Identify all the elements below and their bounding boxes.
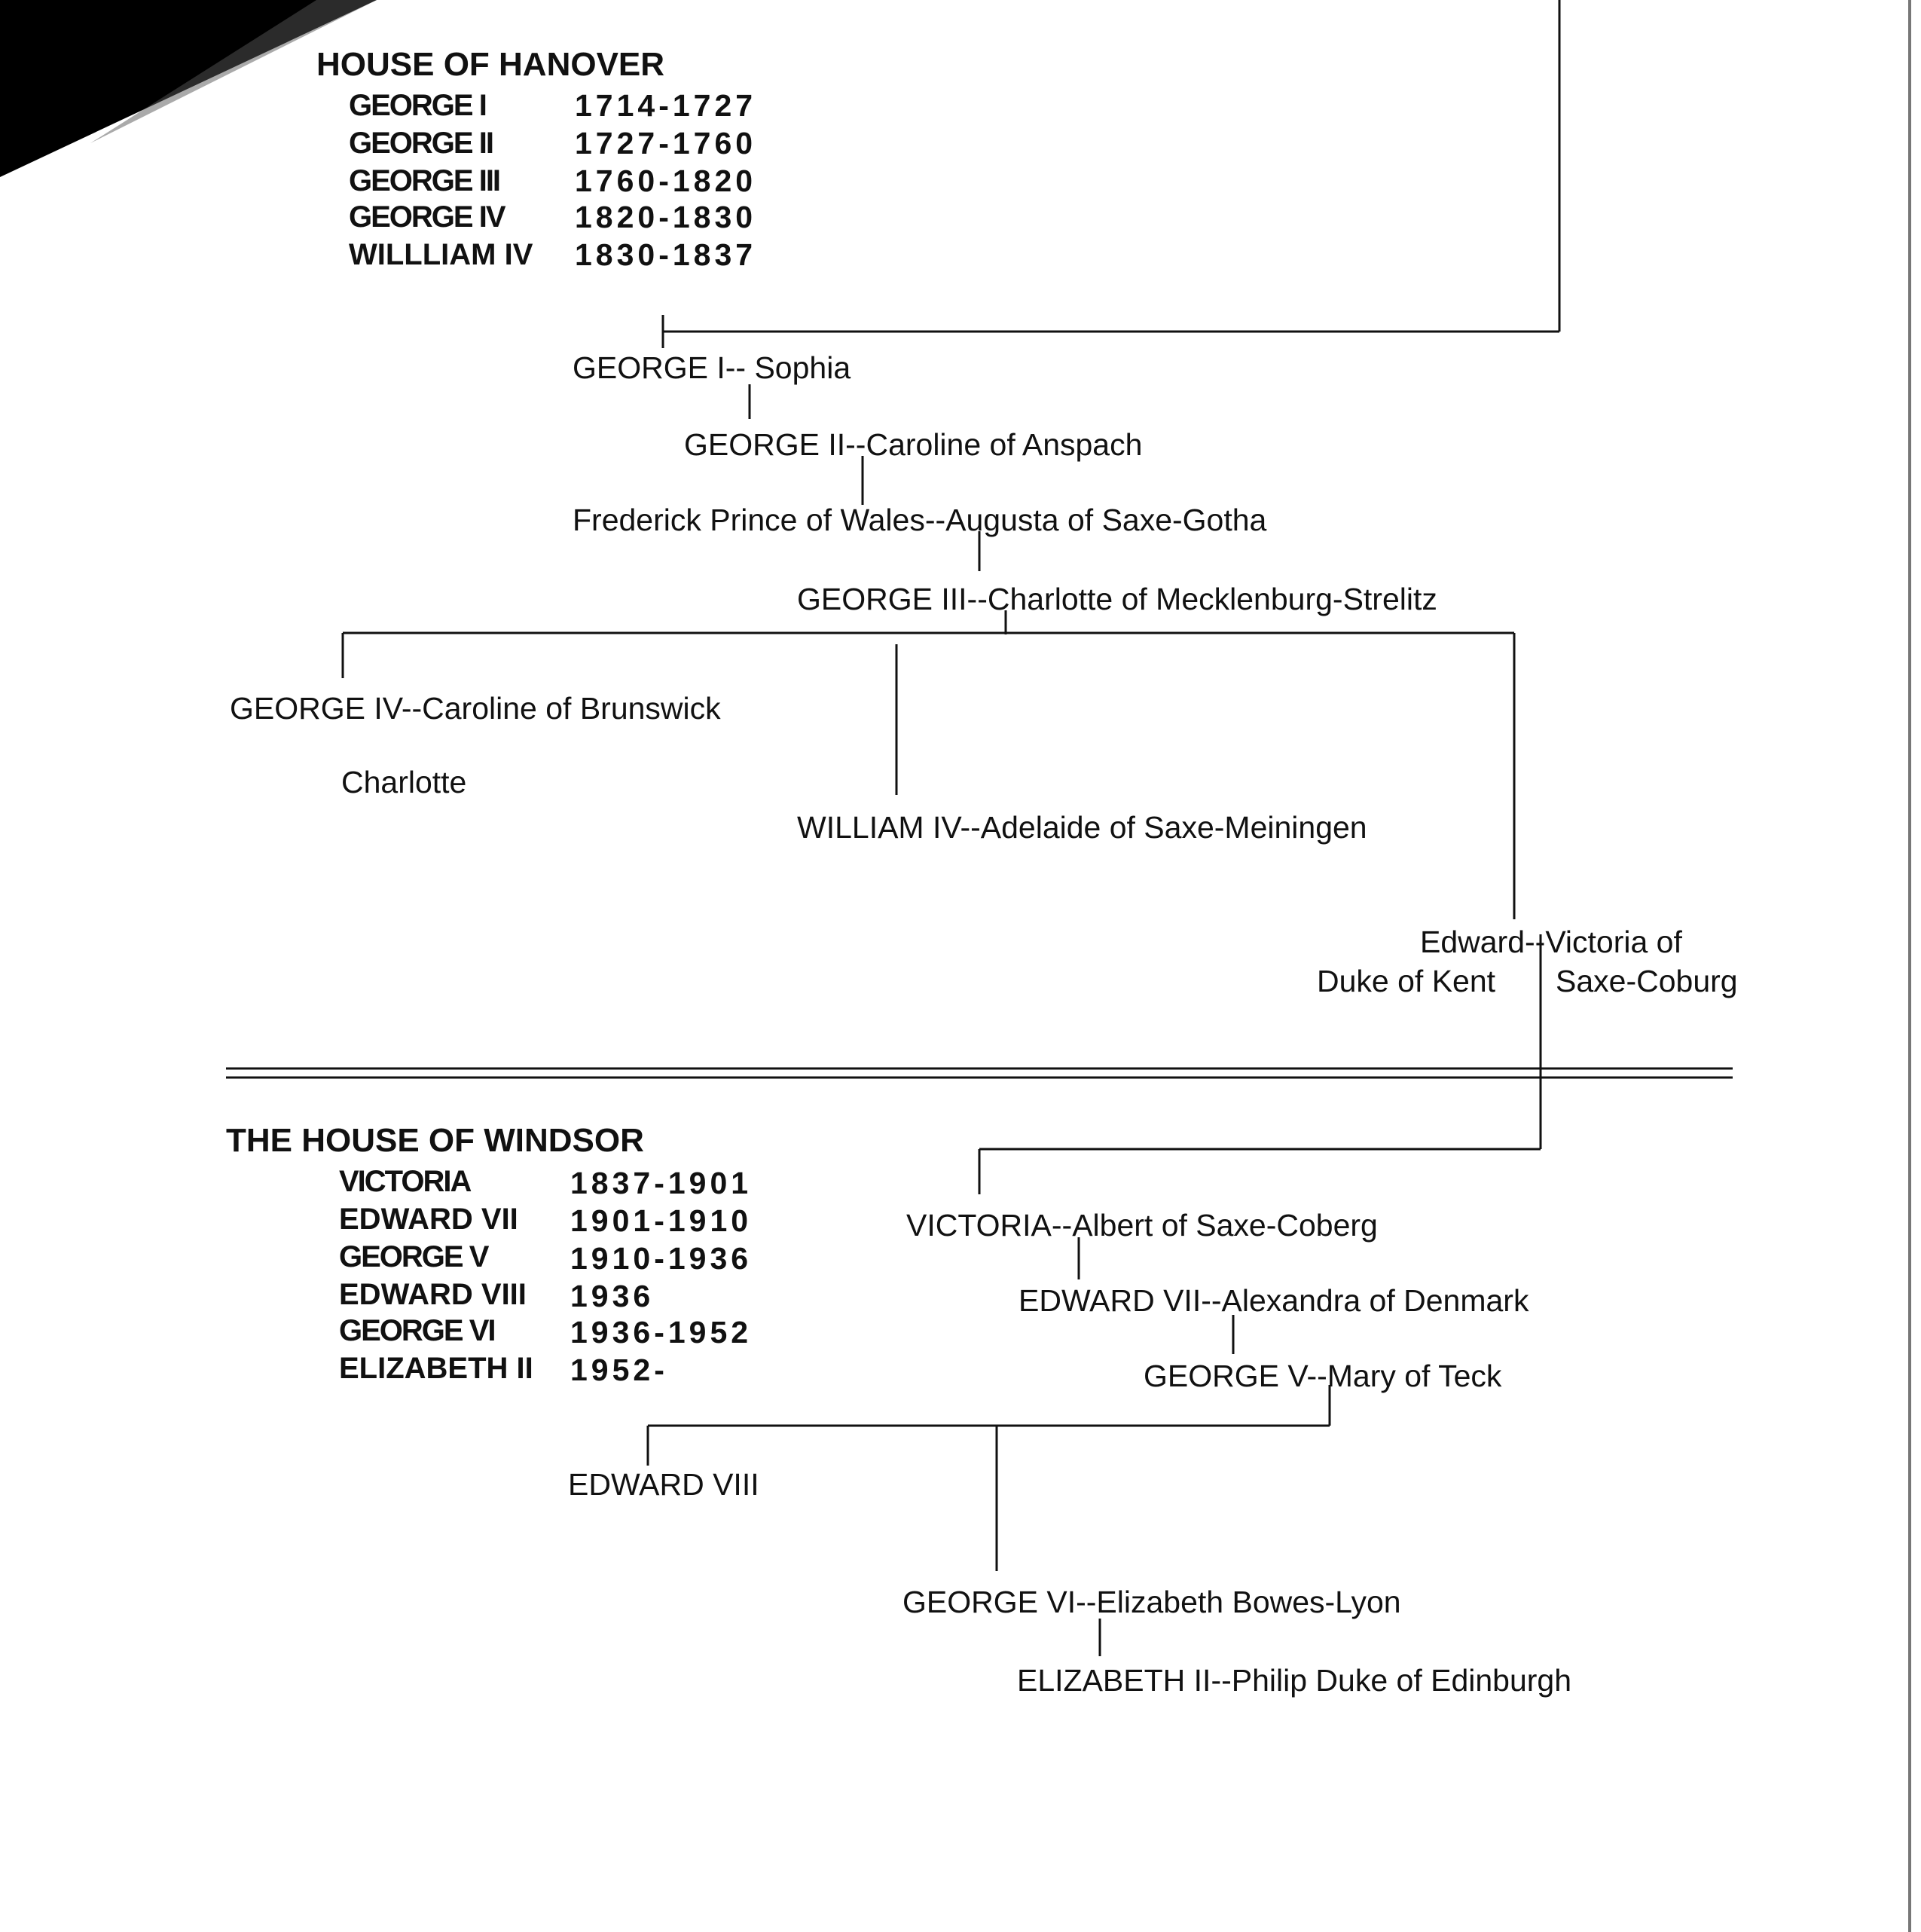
tree-saxe-coburg-label: Saxe-Coburg — [1556, 964, 1738, 998]
tree-frederick: Frederick Prince of Wales--Augusta of Saxe-Gotha — [573, 503, 1267, 537]
windsor-reign-years: 1952- — [570, 1353, 668, 1387]
tree-george-v: GEORGE V--Mary of Teck — [1144, 1359, 1502, 1393]
hanover-reign-name: GEORGE II — [349, 127, 493, 160]
windsor-reign-years: 1837-1901 — [570, 1166, 753, 1200]
tree-george-i: GEORGE I-- Sophia — [573, 350, 851, 385]
hanover-reign-years: 1714-1727 — [575, 88, 757, 123]
tree-edward-viii: EDWARD VIII — [568, 1467, 759, 1502]
hanover-reign-years: 1760-1820 — [575, 164, 757, 198]
tree-duke-of-kent-label: Duke of Kent — [1317, 964, 1496, 998]
windsor-reign-name: EDWARD VII — [339, 1203, 518, 1236]
hanover-reign-name: GEORGE IV — [349, 200, 505, 234]
tree-george-ii: GEORGE II--Caroline of Anspach — [684, 427, 1143, 462]
tree-edward-vii: EDWARD VII--Alexandra of Denmark — [1019, 1283, 1529, 1318]
tree-george-iii: GEORGE III--Charlotte of Mecklenburg-Strelitz — [797, 582, 1437, 616]
tree-victoria: VICTORIA--Albert of Saxe-Coberg — [906, 1208, 1378, 1243]
windsor-reign-name: GEORGE V — [339, 1240, 488, 1273]
hanover-reign-years: 1820-1830 — [575, 200, 757, 234]
tree-george-vi: GEORGE VI--Elizabeth Bowes-Lyon — [902, 1585, 1401, 1619]
windsor-reign-name: GEORGE VI — [339, 1314, 495, 1347]
hanover-reign-name: GEORGE I — [349, 89, 486, 122]
tree-edward-duke-of-kent: Edward--Victoria of — [1420, 925, 1682, 959]
windsor-reign-name: EDWARD VIII — [339, 1278, 527, 1311]
windsor-reign-name: VICTORIA — [339, 1165, 471, 1198]
hanover-title: HOUSE OF HANOVER — [316, 46, 665, 83]
tree-george-iv: GEORGE IV--Caroline of Brunswick — [230, 691, 721, 726]
tree-elizabeth-ii: ELIZABETH II--Philip Duke of Edinburgh — [1017, 1663, 1572, 1698]
windsor-reign-years: 1936 — [570, 1279, 655, 1313]
windsor-title: THE HOUSE OF WINDSOR — [226, 1122, 644, 1159]
tree-charlotte: Charlotte — [341, 765, 467, 799]
windsor-reign-name: ELIZABETH II — [339, 1352, 533, 1385]
windsor-reign-years: 1910-1936 — [570, 1241, 753, 1276]
hanover-reign-years: 1727-1760 — [575, 126, 757, 160]
hanover-reign-name: WILLLIAM IV — [349, 238, 533, 271]
windsor-reign-years: 1901-1910 — [570, 1203, 753, 1238]
hanover-reign-years: 1830-1837 — [575, 237, 757, 272]
tree-william-iv: WILLIAM IV--Adelaide of Saxe-Meiningen — [797, 810, 1367, 845]
hanover-reign-name: GEORGE III — [349, 164, 500, 197]
windsor-reign-years: 1936-1952 — [570, 1315, 753, 1350]
